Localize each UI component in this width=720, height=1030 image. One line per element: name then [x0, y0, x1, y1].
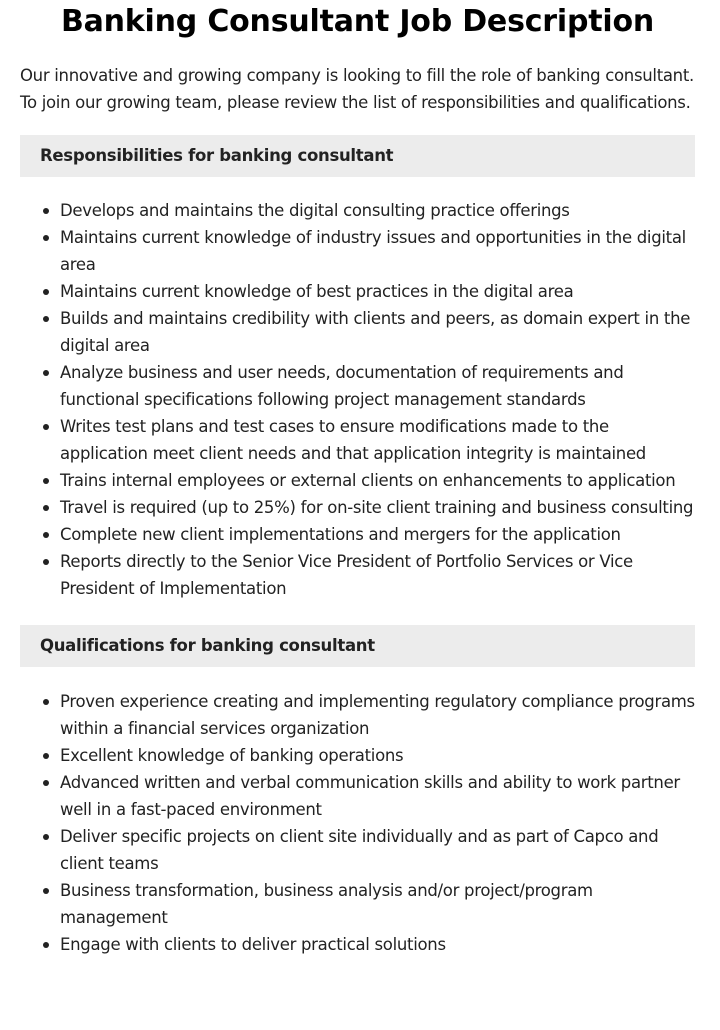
bullet-icon	[43, 780, 49, 786]
list-item-text: Writes test plans and test cases to ensure modifications made to the application meet client needs and that application integrity is maintained	[60, 417, 646, 463]
responsibilities-heading: Responsibilities for banking consultant	[20, 135, 695, 177]
list-item-text: Advanced written and verbal communication skills and ability to work partner well in a fast-paced environment	[60, 773, 680, 819]
list-item	[60, 688, 695, 742]
intro-paragraph: Our innovative and growing company is looking to fill the role of banking consultant. To join our growing team, please review the list of responsibilities and qualifications.	[20, 66, 694, 112]
list-item	[60, 931, 695, 958]
bullet-icon	[43, 559, 49, 565]
responsibilities-list	[20, 197, 695, 602]
bullet-icon	[43, 942, 49, 948]
list-item	[60, 467, 695, 494]
bullet-icon	[43, 834, 49, 840]
section-spacer	[20, 602, 695, 625]
list-item-text: Develops and maintains the digital consulting practice offerings	[60, 201, 570, 220]
bullet-icon	[43, 699, 49, 705]
bullet-icon	[43, 316, 49, 322]
list-item-text: Engage with clients to deliver practical solutions	[60, 935, 446, 954]
list-item	[60, 548, 695, 602]
list-item	[60, 197, 695, 224]
list-item-text: Builds and maintains credibility with clients and peers, as domain expert in the digital area	[60, 309, 691, 355]
list-item	[60, 877, 695, 931]
list-item	[60, 823, 695, 877]
list-item	[60, 224, 695, 278]
qualifications-heading: Qualifications for banking consultant	[20, 625, 695, 667]
list-item	[60, 359, 695, 413]
list-item-text: Travel is required (up to 25%) for on-site client training and business consulting	[60, 498, 694, 517]
list-item-text: Proven experience creating and implementing regulatory compliance programs within a financial services organization	[60, 692, 695, 738]
list-item	[60, 305, 695, 359]
list-item-text: Business transformation, business analysis and/or project/program management	[60, 881, 593, 927]
bullet-icon	[43, 532, 49, 538]
list-item	[60, 521, 695, 548]
bullet-icon	[43, 424, 49, 430]
list-item-text: Excellent knowledge of banking operations	[60, 746, 404, 765]
list-item	[60, 413, 695, 467]
list-item	[60, 494, 695, 521]
bullet-icon	[43, 888, 49, 894]
list-item-text: Maintains current knowledge of best practices in the digital area	[60, 282, 574, 301]
bullet-icon	[43, 289, 49, 295]
list-item	[60, 278, 695, 305]
list-item	[60, 742, 695, 769]
list-item-text: Complete new client implementations and mergers for the application	[60, 525, 621, 544]
bullet-icon	[43, 208, 49, 214]
bullet-icon	[43, 753, 49, 759]
list-item-text: Trains internal employees or external clients on enhancements to application	[60, 471, 676, 490]
list-item-text: Deliver specific projects on client site individually and as part of Capco and client teams	[60, 827, 659, 873]
list-item-text: Analyze business and user needs, documentation of requirements and functional specifications following project management standards	[60, 363, 624, 409]
bullet-icon	[43, 235, 49, 241]
qualifications-list	[20, 688, 695, 958]
list-item-text: Maintains current knowledge of industry issues and opportunities in the digital area	[60, 228, 686, 274]
list-item	[60, 769, 695, 823]
page-title: Banking Consultant Job Description	[60, 4, 655, 39]
list-item-text: Reports directly to the Senior Vice President of Portfolio Services or Vice President of Implementation	[60, 552, 633, 598]
bullet-icon	[43, 505, 49, 511]
bullet-icon	[43, 478, 49, 484]
bullet-icon	[43, 370, 49, 376]
